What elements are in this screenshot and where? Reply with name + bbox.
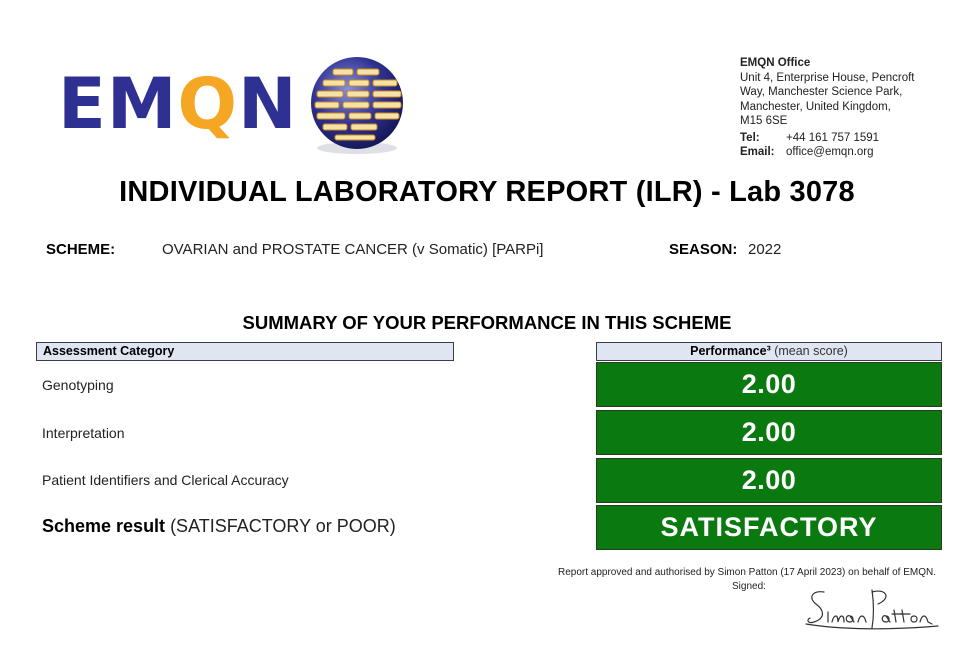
performance-header: Performance³ (mean score)	[596, 342, 942, 361]
score-box-genotyping: 2.00	[596, 362, 942, 407]
season-value: 2022	[748, 241, 782, 258]
row-label-clerical-accuracy: Patient Identifiers and Clerical Accuracy	[42, 472, 289, 488]
score-box-interpretation: 2.00	[596, 410, 942, 455]
office-title: EMQN Office	[740, 57, 811, 69]
signature-image	[802, 584, 942, 636]
tel-label: Tel:	[740, 131, 760, 144]
email-value: office@emqn.org	[786, 146, 874, 158]
signed-label: Signed:	[732, 581, 766, 592]
season-label: SEASON:	[669, 241, 738, 258]
office-email-row	[740, 145, 940, 160]
summary-heading: SUMMARY OF YOUR PERFORMANCE IN THIS SCHEME	[242, 312, 732, 333]
office-contact-block	[740, 56, 940, 160]
scheme-value: OVARIAN and PROSTATE CANCER (v Somatic) [PARPi]	[162, 241, 544, 258]
score-box-clerical-accuracy: 2.00	[596, 458, 942, 503]
row-label-genotyping: Genotyping	[42, 377, 114, 393]
office-address-line: Manchester, United Kingdom,	[740, 100, 891, 113]
globe-logo-icon	[303, 53, 411, 157]
emqn-logo-text: EMQN	[58, 63, 298, 145]
office-tel-row	[740, 131, 940, 146]
tel-value: +44 161 757 1591	[786, 131, 880, 144]
office-address-line: Unit 4, Enterprise House, Pencroft	[740, 71, 915, 84]
email-label: Email:	[740, 146, 775, 158]
office-address-line: M15 6SE	[740, 115, 788, 127]
scheme-label: SCHEME:	[46, 241, 116, 258]
report-title: INDIVIDUAL LABORATORY REPORT (ILR) - Lab 3078	[119, 176, 855, 208]
scheme-result-box: SATISFACTORY	[596, 505, 942, 550]
row-label-interpretation: Interpretation	[42, 425, 125, 441]
scheme-result-label: Scheme result (SATISFACTORY or POOR)	[42, 516, 396, 536]
assessment-category-header: Assessment Category	[36, 342, 454, 361]
office-address-line: Way, Manchester Science Park,	[740, 86, 903, 98]
approval-text: Report approved and authorised by Simon Patton (17 April 2023) on behalf of EMQN.	[557, 567, 936, 578]
